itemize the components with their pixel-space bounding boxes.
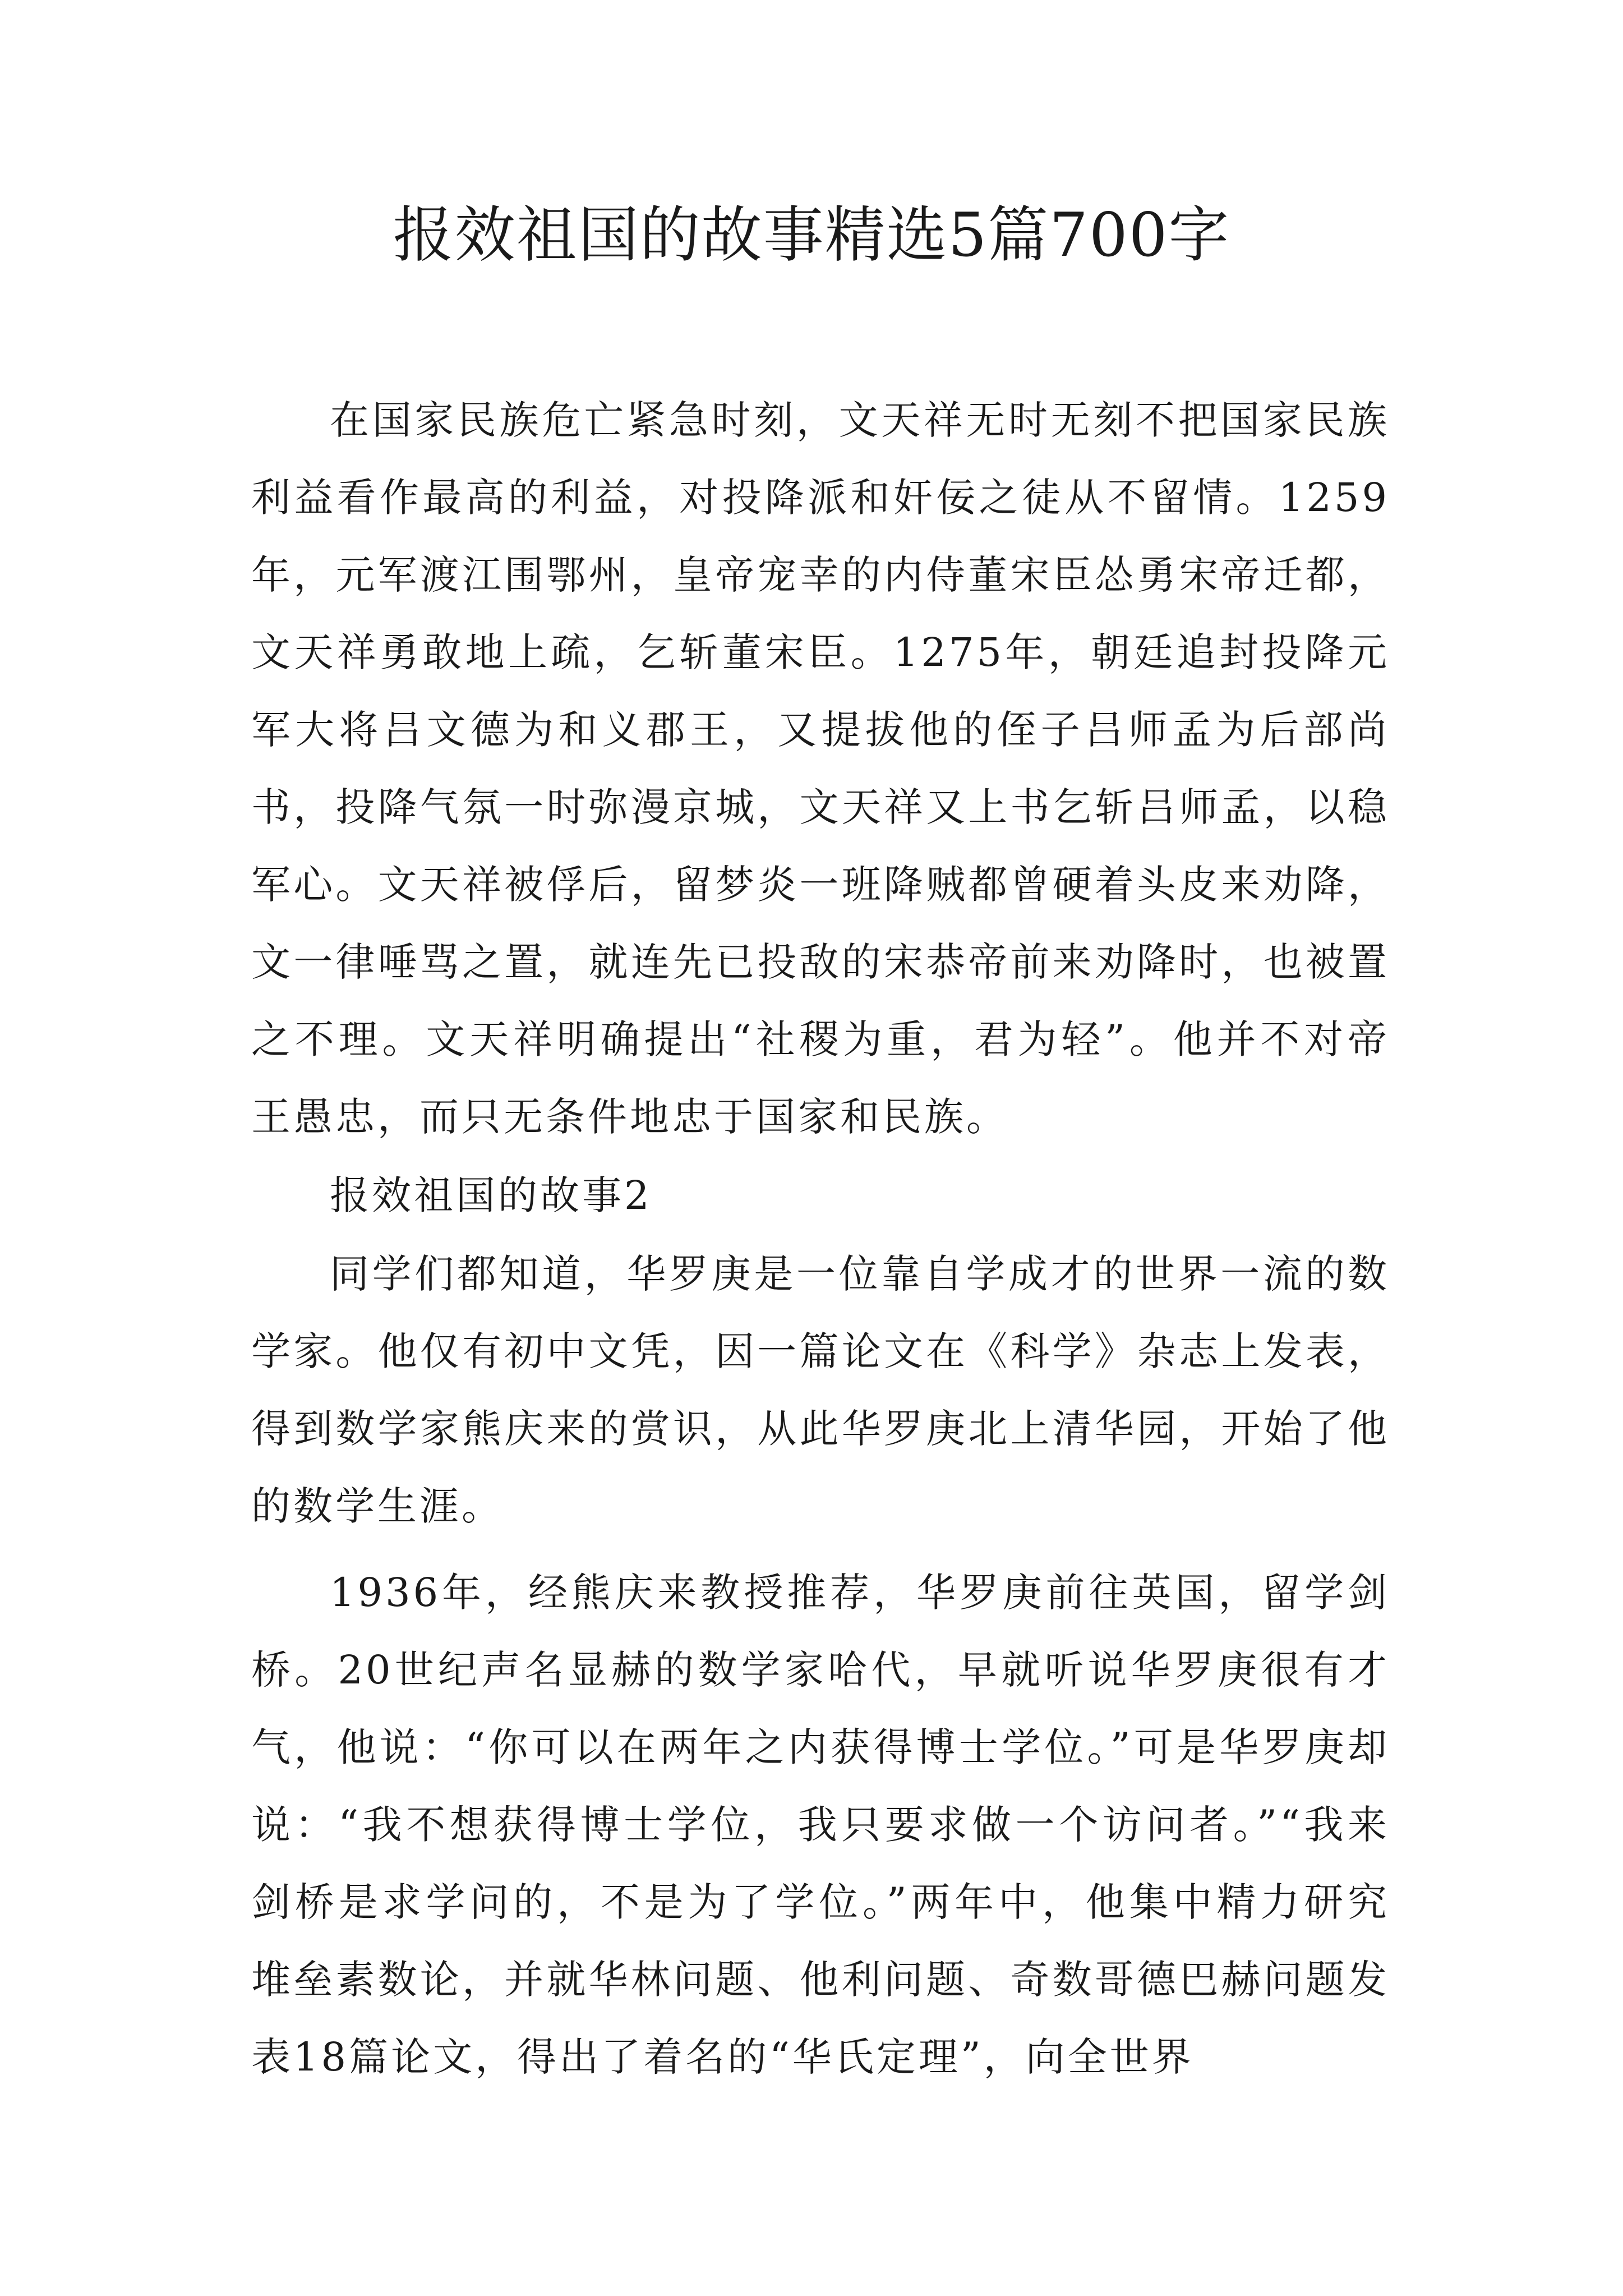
section-heading-story-2: 报效祖国的故事2	[330, 1172, 652, 1218]
document-title: 报效祖国的故事精选5篇700字	[393, 200, 1230, 270]
paragraph-hua-luogeng-cambridge: 1936年，经熊庆来教授推荐，华罗庚前往英国，留学剑桥。20世纪声名显赫的数学家哈代，早就听说华罗庚很有才气，他说：“你可以在两年之内获得博士学位。”可是华罗庚却说：“我不想获得博士学位，我只要求做一个访问者。”“我来剑桥是求学问的，不是为了学位。”两年中，他集中精力研究堆垒素数论，并就华林问题、他利问题、奇数哥德巴赫问题发表18篇论文，得出了着名的“华氏定理”，向全世界	[251, 1570, 1390, 2080]
document-body	[251, 381, 1390, 2096]
paragraph-wen-tianxiang: 在国家民族危亡紧急时刻，文天祥无时无刻不把国家民族利益看作最高的利益，对投降派和奸佞之徒从不留情。1259年，元军渡江围鄂州，皇帝宠幸的内侍董宋臣怂勇宋帝迁都，文天祥勇敢地上疏，乞斩董宋臣。1275年，朝廷追封投降元军大将吕文德为和义郡王，又提拔他的侄子吕师孟为后部尚书，投降气氛一时弥漫京城，文天祥又上书乞斩吕师孟，以稳军心。文天祥被俘后，留梦炎一班降贼都曾硬着头皮来劝降，文一律唾骂之置，就连先已投敌的宋恭帝前来劝降时，也被置之不理。文天祥明确提出“社稷为重，君为轻”。他并不对帝王愚忠，而只无条件地忠于国家和民族。	[251, 397, 1390, 1140]
paragraph-hua-luogeng-intro: 同学们都知道，华罗庚是一位靠自学成才的世界一流的数学家。他仅有初中文凭，因一篇论文在《科学》杂志上发表，得到数学家熊庆来的赏识，从此华罗庚北上清华园，开始了他的数学生涯。	[251, 1251, 1390, 1529]
